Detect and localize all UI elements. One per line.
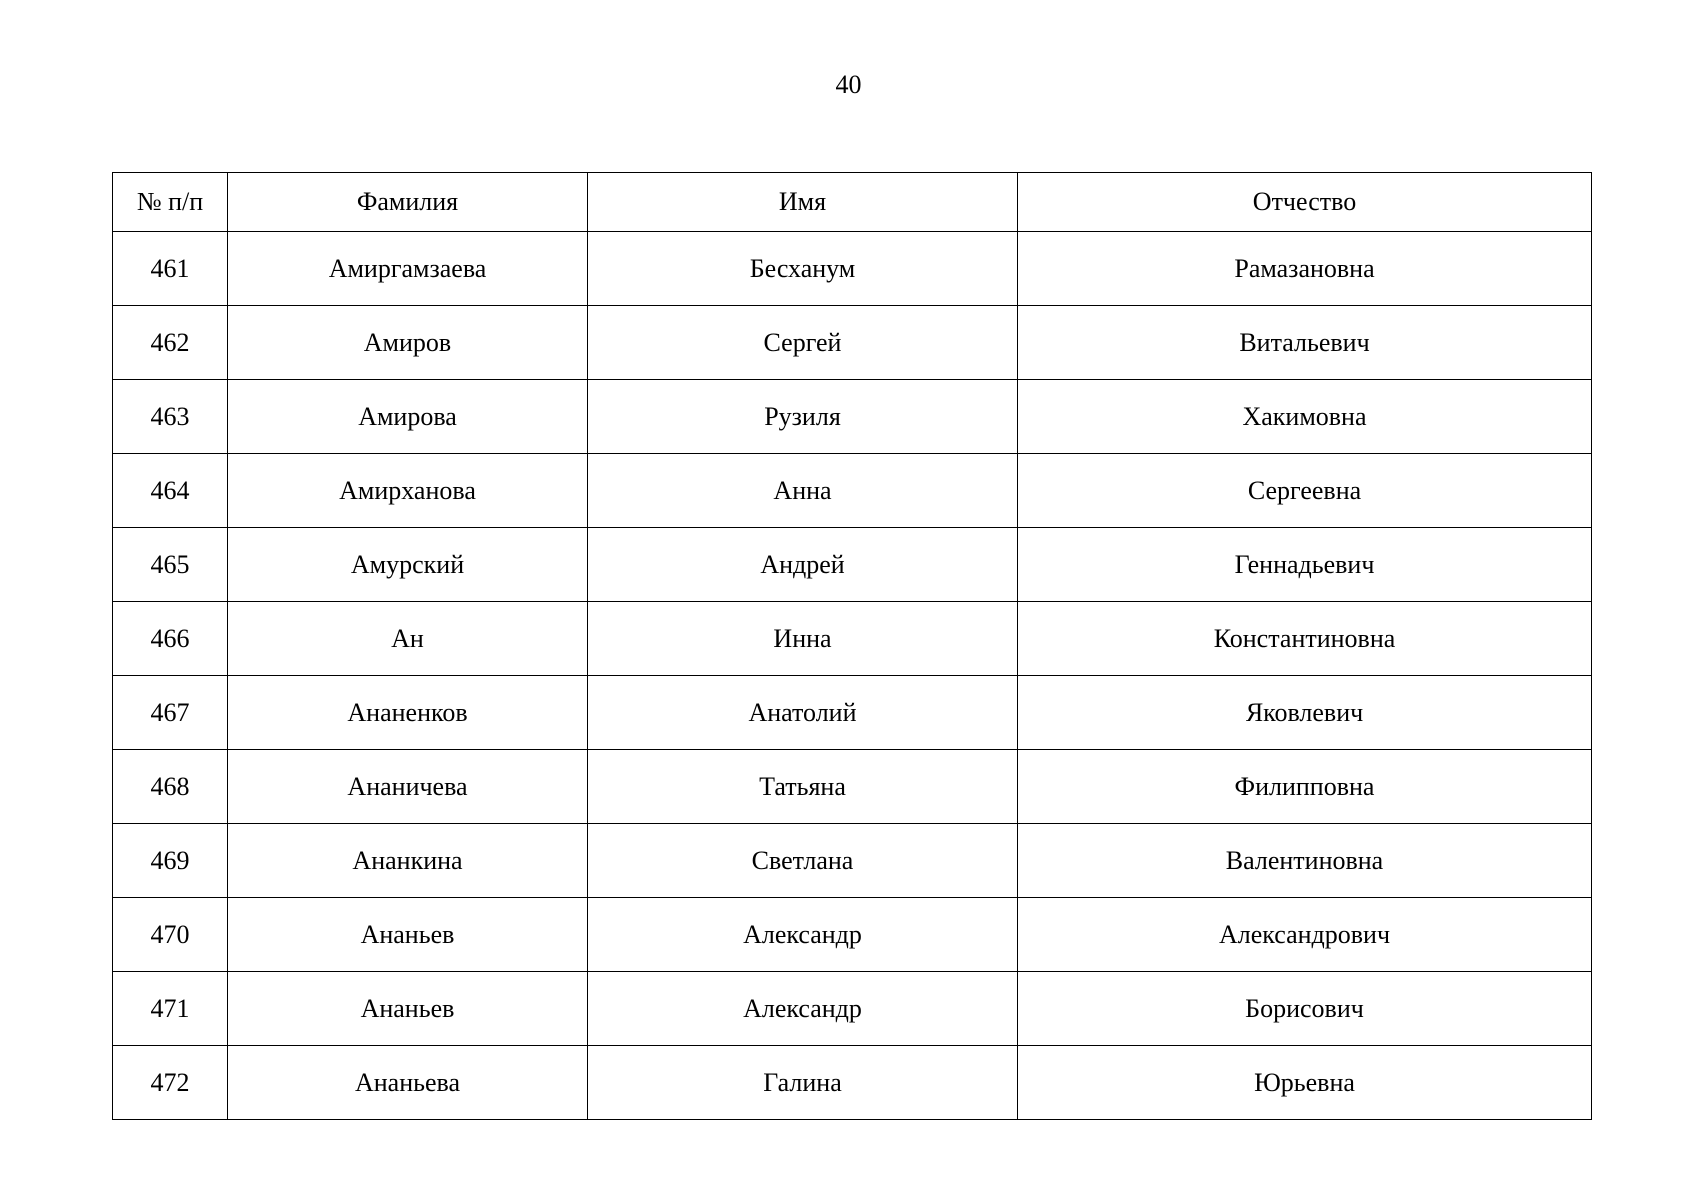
cell-surname: Ан: [228, 602, 588, 676]
cell-number: 466: [113, 602, 228, 676]
table-row: [113, 824, 1592, 898]
table-row: [113, 676, 1592, 750]
table-row: [113, 972, 1592, 1046]
header-first-name: Имя: [588, 173, 1018, 232]
table-row: [113, 898, 1592, 972]
table-header: [113, 173, 1592, 232]
cell-number: 465: [113, 528, 228, 602]
cell-number: 469: [113, 824, 228, 898]
cell-patronymic: Борисович: [1018, 972, 1592, 1046]
page-number: 40: [835, 70, 862, 99]
cell-number: 468: [113, 750, 228, 824]
header-surname: Фамилия: [228, 173, 588, 232]
cell-surname: Ананичева: [228, 750, 588, 824]
cell-number: 464: [113, 454, 228, 528]
cell-patronymic: Хакимовна: [1018, 380, 1592, 454]
table-row: [113, 306, 1592, 380]
roster-table: [112, 172, 1592, 1120]
cell-surname: Ананьева: [228, 1046, 588, 1120]
cell-number: 470: [113, 898, 228, 972]
header-patronymic: Отчество: [1018, 173, 1592, 232]
cell-patronymic: Сергеевна: [1018, 454, 1592, 528]
table-row: [113, 232, 1592, 306]
cell-patronymic: Валентиновна: [1018, 824, 1592, 898]
cell-first-name: Татьяна: [588, 750, 1018, 824]
cell-patronymic: Витальевич: [1018, 306, 1592, 380]
cell-surname: Амурский: [228, 528, 588, 602]
cell-patronymic: Геннадьевич: [1018, 528, 1592, 602]
table-row: [113, 380, 1592, 454]
cell-patronymic: Константиновна: [1018, 602, 1592, 676]
cell-first-name: Андрей: [588, 528, 1018, 602]
cell-first-name: Светлана: [588, 824, 1018, 898]
cell-surname: Ананьев: [228, 972, 588, 1046]
cell-surname: Амиров: [228, 306, 588, 380]
cell-first-name: Инна: [588, 602, 1018, 676]
cell-patronymic: Александрович: [1018, 898, 1592, 972]
cell-number: 467: [113, 676, 228, 750]
cell-surname: Амиргамзаева: [228, 232, 588, 306]
header-number: № п/п: [113, 173, 228, 232]
cell-first-name: Александр: [588, 898, 1018, 972]
cell-patronymic: Юрьевна: [1018, 1046, 1592, 1120]
cell-first-name: Анна: [588, 454, 1018, 528]
cell-patronymic: Яковлевич: [1018, 676, 1592, 750]
cell-patronymic: Рамазановна: [1018, 232, 1592, 306]
cell-number: 472: [113, 1046, 228, 1120]
cell-first-name: Сергей: [588, 306, 1018, 380]
cell-surname: Ананенков: [228, 676, 588, 750]
cell-first-name: Бесханум: [588, 232, 1018, 306]
cell-number: 461: [113, 232, 228, 306]
cell-first-name: Александр: [588, 972, 1018, 1046]
cell-surname: Ананьев: [228, 898, 588, 972]
table-row: [113, 1046, 1592, 1120]
cell-first-name: Галина: [588, 1046, 1018, 1120]
cell-first-name: Рузиля: [588, 380, 1018, 454]
table-row: [113, 750, 1592, 824]
cell-number: 471: [113, 972, 228, 1046]
cell-patronymic: Филипповна: [1018, 750, 1592, 824]
cell-surname: Амирова: [228, 380, 588, 454]
cell-surname: Амирханова: [228, 454, 588, 528]
table-row: [113, 454, 1592, 528]
header-row: [113, 173, 1592, 232]
table-row: [113, 528, 1592, 602]
table-body: [113, 232, 1592, 1120]
cell-first-name: Анатолий: [588, 676, 1018, 750]
cell-surname: Ананкина: [228, 824, 588, 898]
cell-number: 463: [113, 380, 228, 454]
table-row: [113, 602, 1592, 676]
cell-number: 462: [113, 306, 228, 380]
